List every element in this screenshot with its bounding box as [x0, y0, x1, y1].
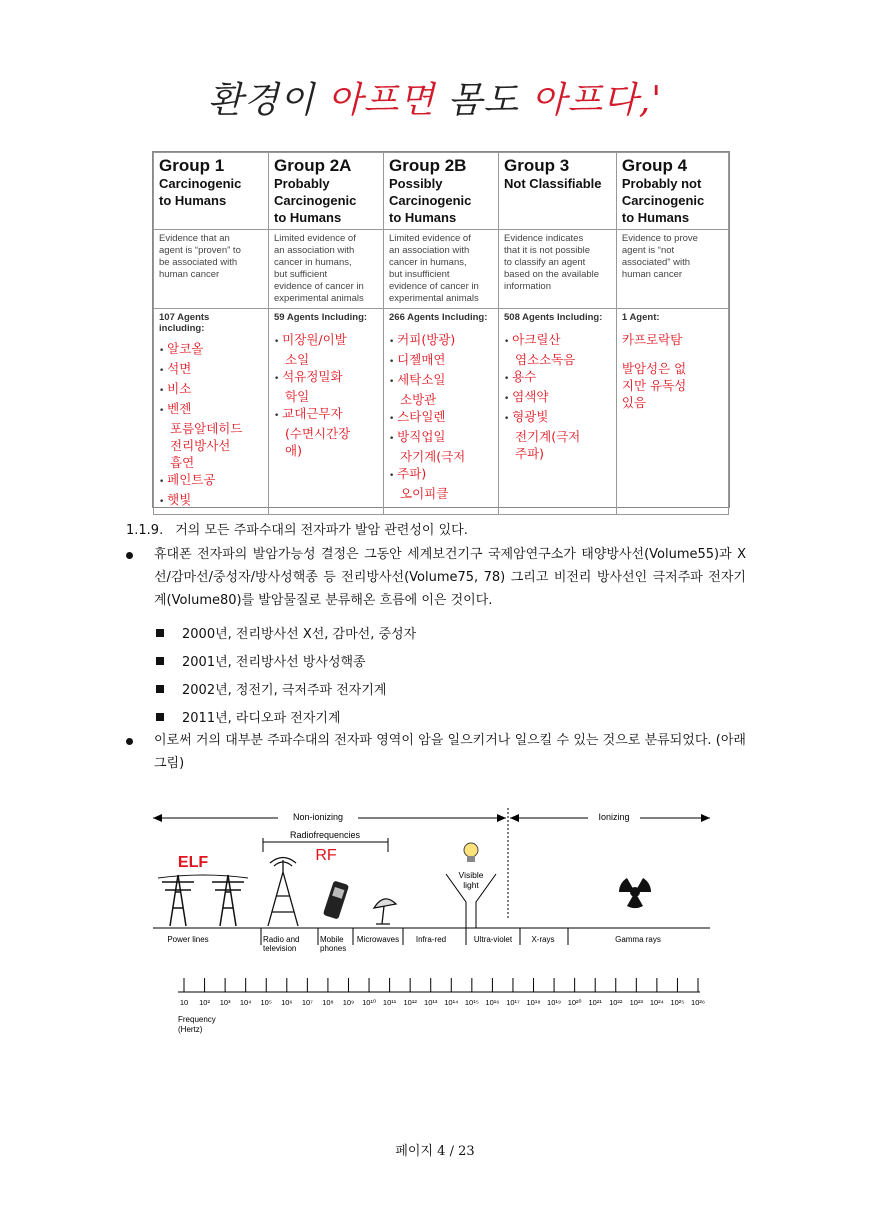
evidence-line: agent is “proven” to — [159, 245, 241, 256]
group-evidence-cell — [384, 230, 499, 309]
frequency-tick-label: 10²² — [609, 998, 623, 1007]
frequency-tick-label: 10¹¹ — [382, 998, 397, 1007]
bullet-dot — [126, 738, 133, 745]
frequency-tick-label: 10¹³ — [424, 998, 438, 1007]
group-header-cell — [154, 153, 269, 230]
evidence-line: experimental animals — [274, 293, 364, 304]
example-item: • 햇빛 — [159, 491, 263, 511]
band-labels — [167, 935, 661, 953]
frequency-tick-label: 10⁴ — [239, 998, 252, 1007]
example-item: 오이피클 — [400, 486, 449, 501]
group-label: Not Classifiable — [504, 176, 602, 191]
group-number: Group 1 — [159, 156, 225, 175]
elf-label: ELF — [177, 854, 209, 871]
group-agents-cell — [499, 309, 617, 515]
example-item: 소일 — [285, 352, 310, 367]
section-heading — [126, 519, 480, 538]
agents-count-suffix: including: — [159, 323, 205, 334]
agents-count: 107 Agents — [159, 312, 210, 323]
example-item: • 석면 — [159, 360, 263, 380]
light-bulb-icon — [464, 843, 478, 862]
group-header-cell — [616, 153, 728, 230]
example-item: • 커피(방광) — [389, 331, 493, 351]
frequency-tick-label: 10³ — [219, 998, 231, 1007]
evidence-line: evidence of cancer in — [389, 281, 479, 292]
frequency-tick-label: 10⁹ — [342, 998, 355, 1007]
visible-light-label-2: light — [463, 880, 479, 890]
band-dividers — [261, 928, 568, 945]
example-item: 발암성은 없 — [621, 361, 687, 376]
evidence-line: Evidence indicates — [504, 233, 584, 244]
group-number: Group 3 — [504, 156, 570, 175]
square-bullet-icon — [156, 713, 164, 721]
group-label: Carcinogenic — [389, 193, 472, 208]
iarc-classification-figure — [152, 151, 730, 508]
evidence-line: be associated with — [159, 257, 238, 268]
group-number: Group 2A — [274, 156, 352, 175]
section-title: 거의 모든 주파수대의 전자파가 발암 관련성이 있다. — [175, 523, 468, 538]
korean-examples — [274, 331, 378, 459]
evidence-line: Limited evidence of — [389, 233, 471, 244]
example-item: 염소소독음 — [515, 352, 576, 367]
group-label: to Humans — [389, 210, 457, 225]
example-item: • 염색약 — [504, 388, 611, 408]
example-item: (수면시간장 — [285, 426, 351, 441]
band-label: television — [263, 944, 297, 953]
example-item: • 석유정밀화 — [274, 368, 378, 388]
band-label: Radio and — [263, 935, 300, 944]
page-footer: 페이지 4 / 23 — [395, 1144, 475, 1159]
group-header-cell — [269, 153, 384, 230]
ionizing-label: Ionizing — [598, 812, 630, 822]
example-item: 학일 — [285, 389, 310, 404]
sub-list-item: 2001년, 전리방사선 방사성핵종 — [156, 653, 416, 673]
example-item: 흡연 — [170, 455, 195, 470]
example-item: 자기계(극저 — [400, 449, 466, 464]
radiofrequencies-label: Radiofrequencies — [289, 830, 361, 840]
example-item: • 아크릴산 — [504, 331, 611, 351]
frequency-tick-label: 10¹⁷ — [506, 998, 520, 1007]
band-label: Power lines — [167, 935, 209, 944]
group-header-cell — [499, 153, 617, 230]
band-label: phones — [320, 944, 347, 953]
group-evidence-cell — [499, 230, 617, 309]
evidence-line: but insufficient — [389, 269, 450, 280]
evidence-line: information — [504, 281, 551, 292]
em-spectrum-diagram — [148, 800, 718, 1040]
group-label: Possibly — [389, 176, 443, 191]
group-agents-cell — [616, 309, 728, 515]
evidence-line: based on the available — [504, 269, 600, 280]
evidence-line: Evidence to prove — [621, 233, 698, 244]
frequency-tick-label: 10⁶ — [281, 998, 293, 1007]
rf-label: RF — [315, 847, 337, 864]
satellite-dish-icon — [374, 899, 396, 924]
example-item: 애) — [285, 443, 302, 458]
frequency-tick-label: 10²⁶ — [691, 998, 705, 1007]
bullet-dot — [126, 552, 133, 559]
example-item: 주파) — [515, 446, 545, 461]
korean-examples — [389, 331, 493, 502]
square-bullet-icon — [156, 685, 164, 693]
example-item: 전기계(극저 — [515, 429, 581, 444]
frequency-label-2: (Hertz) — [178, 1025, 203, 1034]
example-item: • 페인트공 — [159, 471, 263, 491]
group-label: Carcinogenic — [621, 193, 705, 208]
evidence-line: an association with — [389, 245, 470, 256]
korean-examples — [159, 340, 263, 511]
example-item: • 미장원/이발 — [274, 331, 378, 351]
frequency-tick-label: 10² — [199, 998, 210, 1007]
evidence-line: evidence of cancer in — [274, 281, 364, 292]
frequency-tick-label: 10⁷ — [301, 998, 313, 1007]
group-label: to Humans — [621, 210, 690, 225]
example-item: • 세탁소일 — [389, 371, 493, 391]
bullet-paragraph-2: 이로써 거의 대부분 주파수대의 전자파 영역이 암을 일으키거나 일으킬 수 있는 것으로 분류되었다. (아래 그림) — [126, 729, 746, 775]
example-item: 있음 — [621, 395, 647, 410]
korean-examples — [622, 331, 723, 411]
group-number: Group 2B — [389, 156, 467, 175]
evidence-line: cancer in humans, — [274, 257, 352, 268]
frequency-tick-label: 10²⁵ — [670, 998, 685, 1007]
example-item: 소방관 — [400, 392, 437, 407]
group-agents-cell — [269, 309, 384, 515]
evidence-line: cancer in humans, — [389, 257, 467, 268]
section-number: 1.1.9. — [126, 523, 164, 538]
frequency-tick-label: 10 — [179, 998, 189, 1007]
band-label: Infra-red — [415, 935, 447, 944]
example-item — [622, 348, 723, 360]
group-evidence-cell — [154, 230, 269, 309]
group-number: Group 4 — [621, 156, 688, 175]
example-item: • 형광빛 — [504, 408, 611, 428]
evidence-line: human cancer — [159, 269, 220, 280]
example-item: • 디젤매연 — [389, 351, 493, 371]
example-item: • 벤젠 — [159, 400, 263, 420]
band-label: Gamma rays — [615, 935, 661, 944]
square-bullet-icon — [156, 629, 164, 637]
group-label: to Humans — [274, 210, 342, 225]
korean-examples — [504, 331, 611, 462]
visible-light-label-1: Visible — [458, 870, 484, 880]
frequency-tick-label: 10¹⁴ — [444, 998, 459, 1007]
example-item: • 비소 — [159, 380, 263, 400]
frequency-label-1: Frequency — [178, 1015, 216, 1024]
evidence-line: experimental animals — [389, 293, 479, 304]
group-evidence-cell — [616, 230, 728, 309]
example-item: • 주파) — [389, 465, 493, 485]
group-label: Carcinogenic — [159, 176, 242, 191]
evidence-line: an association with — [274, 245, 355, 256]
frequency-tick-label: 10²⁰ — [567, 998, 582, 1007]
example-item: • 알코올 — [159, 340, 263, 360]
example-item: • 방직업일 — [389, 428, 493, 448]
mobile-phone-icon — [323, 880, 349, 919]
iarc-table — [153, 152, 729, 515]
group-agents-cell — [384, 309, 499, 515]
group-label: Probably not — [621, 176, 702, 191]
bullet-paragraph-1: 휴대폰 전자파의 발암가능성 결정은 그동안 세계보건기구 국제암연구소가 태양방사선(Volume55)과 X선/감마선/중성자/방사성핵종 등 전리방사선(Volume75, 78) 그리고 비전리 방사선인 극저주파 전자기계(Volume80)를 발암물질로 분류해온 흐름에 이은 것이다. — [126, 543, 746, 612]
frequency-tick-label: 10¹⁶ — [485, 998, 500, 1007]
agents-count: 266 Agents Including: — [389, 312, 488, 323]
agents-count: 508 Agents Including: — [504, 312, 603, 323]
group-header-cell — [384, 153, 499, 230]
example-item: 지만 유독성 — [621, 378, 687, 393]
sub-list-item: 2000년, 전리방사선 X선, 감마선, 중성자 — [156, 625, 416, 645]
frequency-tick-label: 10⁵ — [260, 998, 272, 1007]
agents-count: 1 Agent: — [621, 312, 660, 323]
example-item: • 스타일렌 — [389, 408, 493, 428]
non-ionizing-label: Non-ionizing — [292, 812, 344, 822]
agents-count: 59 Agents Including: — [274, 312, 368, 323]
evidence-line: that it is not possible — [504, 245, 591, 256]
frequency-tick-label: 10¹² — [403, 998, 417, 1007]
radio-tower-icon — [268, 858, 298, 927]
evidence-line: Limited evidence of — [274, 233, 356, 244]
example-item: • 용수 — [504, 368, 611, 388]
band-label: Mobile — [320, 935, 344, 944]
evidence-line: agent is “not — [621, 245, 675, 256]
frequency-tick-label: 10¹⁹ — [547, 998, 562, 1007]
group-evidence-cell — [269, 230, 384, 309]
power-tower-icon — [158, 875, 248, 926]
evidence-line: human cancer — [621, 269, 683, 280]
example-item: • 교대근무자 — [274, 405, 378, 425]
frequency-tick-label: 10²¹ — [588, 998, 602, 1007]
frequency-tick-label: 10⁸ — [322, 998, 334, 1007]
band-label: Microwaves — [356, 935, 400, 944]
sub-list-item: 2002년, 정전기, 극저주파 전자기계 — [156, 681, 416, 701]
evidence-line: to classify an agent — [504, 257, 586, 268]
group-label: Carcinogenic — [274, 193, 357, 208]
evidence-line: Evidence that an — [159, 233, 230, 244]
band-label: Ultra-violet — [473, 935, 513, 944]
sub-list — [156, 625, 416, 729]
sub-list-item: 2011년, 라디오파 전자기계 — [156, 709, 416, 729]
square-bullet-icon — [156, 657, 164, 665]
evidence-line: associated” with — [621, 257, 690, 268]
frequency-tick-label: 10²³ — [629, 998, 643, 1007]
evidence-line: but sufficient — [274, 269, 328, 280]
group-label: Probably — [274, 176, 330, 191]
frequency-tick-label: 10¹⁵ — [464, 998, 479, 1007]
band-label: X-rays — [531, 935, 555, 944]
frequency-tick-label: 10¹⁸ — [526, 998, 541, 1007]
example-item: 포름알데히드 — [170, 421, 243, 436]
example-item: 전리방사선 — [170, 438, 231, 453]
frequency-tick-label: 10¹⁰ — [362, 998, 376, 1007]
group-label: to Humans — [159, 193, 227, 208]
frequency-tick-label: 10²⁴ — [649, 998, 664, 1007]
example-item: 카프로락탐 — [621, 332, 683, 347]
radiation-icon — [619, 878, 651, 908]
page-header-slogan: 환경이 아프면 몸도 아프다,' — [207, 80, 663, 121]
group-agents-cell — [154, 309, 269, 515]
